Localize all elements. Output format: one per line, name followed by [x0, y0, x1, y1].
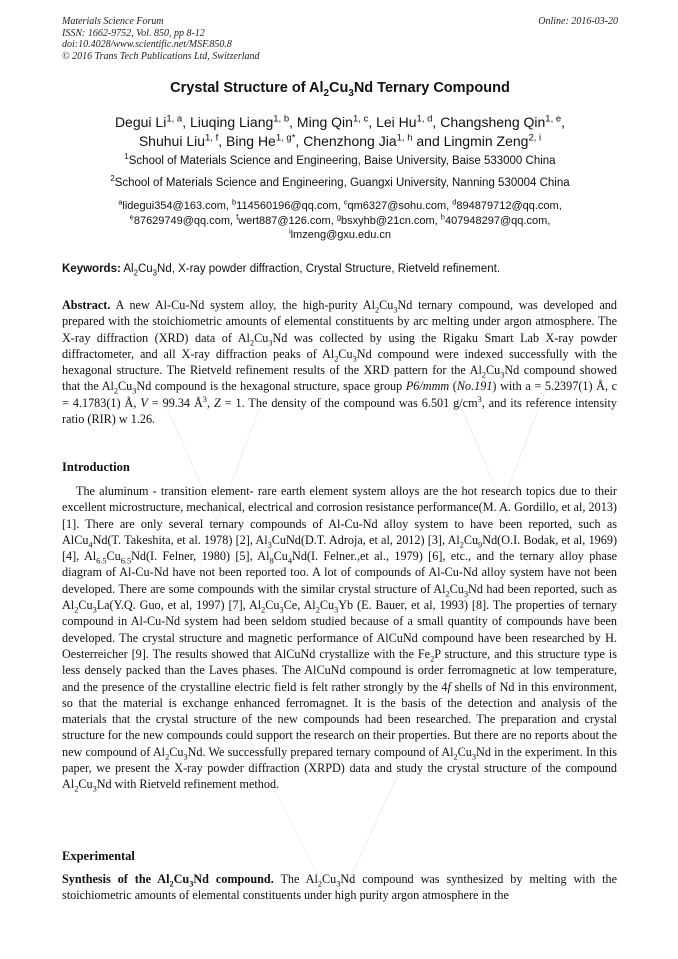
email-link[interactable]: lidegui354@163.com, — [122, 200, 233, 212]
synthesis-subheading: Synthesis of the $Al_2Cu_3Nd$ compound. — [62, 872, 274, 889]
email-link[interactable]: 114560196@qq.com, — [236, 200, 344, 212]
paper-title: Crystal Structure of $Al_2Cu_3Nd$ Ternary Compound — [170, 80, 510, 99]
email-list: $^a$lidegui354@163.com, $^b$114560196@qq.com, $^c$qm6327@sohu.com, $^d$894879712@qq.com, $^e$87629749@qq.com, $^f$wert887@126.com, $^g$bsxyhb@21cn.com, $^h$407948297@qq.com, $^i$lmzeng@gxu.edu.cn — [118, 197, 562, 241]
affiliation-2: $^2$School of Materials Science and Engineering, Guangxi University, Nanning 530004 China — [110, 174, 570, 189]
email-link[interactable]: 87629749@qq.com, — [133, 214, 237, 227]
email-link[interactable]: bsxyhb@21cn.com, — [340, 214, 441, 227]
email-link[interactable]: lmzeng@gxu.edu.cn — [290, 229, 392, 241]
author-name: Bing He — [226, 133, 276, 149]
email-link[interactable]: qm6327@sohu.com, — [347, 200, 453, 212]
author-name: Liuqing Liang — [189, 114, 274, 130]
author-name: Ming Qin — [296, 114, 353, 130]
section-heading-experimental: Experimental — [62, 849, 135, 863]
keywords-label: Keywords: — [62, 263, 121, 275]
author-name: Changsheng Qin — [440, 114, 546, 130]
section-heading-introduction: Introduction — [62, 460, 130, 474]
author-list: Degui Li$^{1, a}$, Liuqing Liang$^{1, b}$, Ming Qin$^{1, c}$, Lei Hu$^{1, d}$, Changsheng Qin$^{1, e}$, Shuhui Liu$^{1, f}$, Bing $He^{1, g*}$, Chenzhong Jia$^{1, h}$ and Lingmin Zeng$^{2, i}$ — [114, 113, 566, 149]
author-name: Chenzhong Jia — [303, 133, 397, 149]
abstract-label: Abstract. — [62, 298, 111, 312]
author-name: Lingmin Zeng — [443, 133, 529, 149]
affiliation-1: $^1$School of Materials Science and Engineering, Baise University, Baise 533000 China — [124, 152, 556, 167]
email-link[interactable]: 407948297@qq.com, — [444, 214, 551, 227]
issn-line: ISSN: 1662-9752, Vol. 850, pp 8-12 — [62, 27, 205, 39]
email-link[interactable]: wert887@126.com, — [238, 214, 337, 227]
introduction-paragraph: The aluminum - transition element- rare earth element system alloys are the hot research topics due to their excellent microstructure, mechanical, electrical and corrosion resistance performance(M. A. Gordillo, et al, 2013) [1]. There are only several ternary compounds of Al-Cu-Nd alloy system to have been reported, such as AlCu$_4$Nd(T. Takeshita, et al. 1978) [2], $Al_3CuNd(D.T$. Adroja, et al, 2012) [3], $Al_2Cu_9Nd(O.I$. Bodak, et al, 1969) [4], $Al_{6.5}Cu_{6.5}Nd(I$. Felner, 1980) [5], $Al_8Cu_4Nd(I$. Felner.,et al., 1979) [6], etc., and the ternary alloy phase diagram of Al-Cu-Nd have not been reported too. A lot of compounds of Al-Cu-Nd alloy system have not been developed. There are some compounds with the similar crystal structure of $Al_2Cu_3Nd$ had been reported, such as $Al_2Cu_3La(Y.Q$. Guo, et al, 1997) [7], $Al_2Cu_3Ce$, $Al_2Cu_3Yb$ (E. Bauer, et al, 1993) [8]. The properties of ternary compound in Al-Cu-Nd system had been seldom studied because of a small quantity of compounds have been developed. The crystal structure and magnetic performance of AlCuNd compound have been researched by H. Oesterreicher [9]. The results showed that AlCuNd crystallize with the $Fe_2P$ structure, and this structure type is less densely packed than the Laves phases. The AlCuNd compound is order ferromagnetic at low temperature, and the presence of the crystalline electric field is felt rather strongly by the 4f shells of Nd in this environment, so that the material is exchange enhanced ferromagnet. It is the basis of the detection and analysis of the materials that the crystal structure of the new compounds had been researched. The preparation and crystal structure for the new compounds could support the research on their properties. But there are no reports about the new compound of $Al_2Cu_3Nd$. We successfully prepared ternary compound of $Al_2Cu_3Nd$ in the experiment. In this paper, we present the X-ray powder diffraction (XRPD) data and study the crystal structure of the compound $Al_2Cu_3Nd$ with Rietveld refinement method. — [62, 484, 618, 794]
author-name: Degui Li — [114, 114, 167, 130]
journal-name: Materials Science Forum — [62, 16, 164, 27]
email-link[interactable]: 894879712@qq.com, — [456, 200, 562, 212]
doi-line[interactable]: doi:10.4028/www.scientific.net/MSF.850.8 — [62, 39, 232, 50]
keywords: Keywords: $Al_2Cu_3Nd$, X-ray powder diffraction, Crystal Structure, Rietveld refinement. — [62, 263, 501, 278]
author-name: Lei Hu — [376, 114, 417, 130]
synthesis-paragraph: Synthesis of the $Al_2Cu_3Nd$ compound. The $Al_2Cu_3Nd$ compound was synthesized by melting with the stoichiometric amounts of elemental constituents under high purity argon atmosphere in the — [62, 872, 617, 903]
abstract-paragraph: Abstract. A new Al-Cu-Nd system alloy, the high-purity $Al_2Cu_3Nd$ ternary compound, was developed and prepared with the stoichiometric amounts of elemental constituents by arc melting under argon atmosphere. The X-ray diffraction (XRD) data of $Al_2Cu_3Nd$ was collected by using the Rigaku Smart Lab X-ray powder diffractometer, and all X-ray diffraction peaks of $Al_2Cu_3Nd$ compound were indexed successfully with the hexagonal structure. The Rietveld refinement results of the XRD pattern for the $Al_2Cu_3Nd$ compound showed that the $Al_2Cu_3Nd$ compound is the hexagonal structure, space group P6/mmm (No.191) with a = 5.2397(1) Å, c = 4.1783(1) Å, V = 99.34 $Å^3$, Z = 1. The density of the compound was 6.501 $g/cm^3$, and its reference intensity ratio (RIR) w 1.26. — [62, 298, 618, 427]
author-name: Shuhui Liu — [138, 133, 206, 149]
copyright-line: © 2016 Trans Tech Publications Ltd, Switzerland — [62, 50, 260, 62]
journal-header — [62, 16, 618, 62]
online-date: Online: 2016-03-20 — [538, 16, 618, 27]
